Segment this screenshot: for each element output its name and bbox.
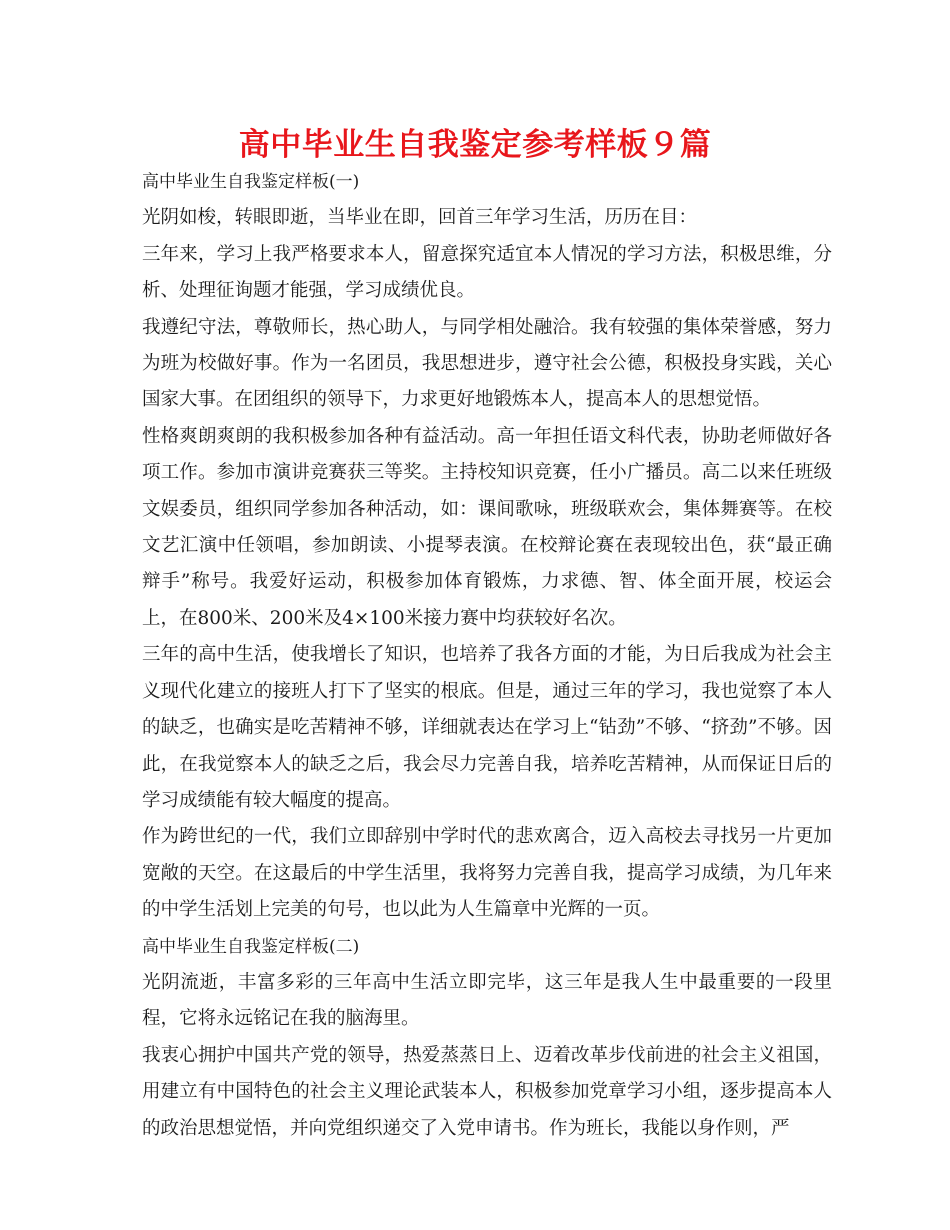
section-heading-2: 高中毕业生自我鉴定样板(二) (142, 936, 360, 957)
paragraph: 三年的高中生活，使我增长了知识，也培养了我各方面的才能，为日后我成为社会主义现代化建立的接班人打下了坚实的根底。但是，通过三年的学习，我也觉察了本人的缺乏，也确实是吃苦精神不够，详细就表达在学习上“钻劲”不够、“挤劲”不够。因此，在我觉察本人的缺乏之后，我会尽力完善自我，培养吃苦精神，从而保证日后的学习成绩能有较大幅度的提高。 (142, 644, 832, 811)
paragraph: 光阴流逝，丰富多彩的三年高中生活立即完毕，这三年是我人生中最重要的一段里程，它将永远铭记在我的脑海里。 (142, 971, 832, 1030)
paragraph: 作为跨世纪的一代，我们立即辞别中学时代的悲欢离合，迈入高校去寻找另一片更加宽敞的天空。在这最后的中学生活里，我将努力完善自我，提高学习成绩，为几年来的中学生活划上完美的句号，也以此为人生篇章中光辉的一页。 (142, 826, 832, 921)
paragraph: 光阴如梭，转眼即逝，当毕业在即，回首三年学习生活，历历在目： (142, 207, 698, 229)
document-title: 高中毕业生自我鉴定参考样板９篇 (238, 127, 712, 163)
paragraph: 性格爽朗爽朗的我积极参加各种有益活动。高一年担任语文科代表，协助老师做好各项工作。参加市演讲竞赛获三等奖。主持校知识竞赛，任小广播员。高二以来任班级文娱委员，组织同学参加各种活动，如：课间歌咏，班级联欢会，集体舞赛等。在校文艺汇演中任领唱，参加朗读、小提琴表演。在校辩论赛在表现较出色，获“最正确辩手”称号。我爱好运动，积极参加体育锻炼，力求德、智、体全面开展，校运会上，在800米、200米及4×100米接力赛中均获较好名次。 (142, 425, 832, 629)
paragraph: 我衷心拥护中国共产党的领导，热爱蒸蒸日上、迈着改革步伐前进的社会主义祖国，用建立有中国特色的社会主义理论武装本人，积极参加党章学习小组，逐步提高本人的政治思想觉悟，并向党组织递交了入党申请书。作为班长，我能以身作则，严 (142, 1044, 832, 1139)
document-body (142, 164, 832, 1147)
section-heading-1: 高中毕业生自我鉴定样板(一) (142, 172, 360, 192)
paragraph: 三年来，学习上我严格要求本人，留意探究适宜本人情况的学习方法，积极思维，分析、处理征询题才能强，学习成绩优良。 (142, 243, 832, 302)
paragraph: 我遵纪守法，尊敬师长，热心助人，与同学相处融洽。我有较强的集体荣誉感，努力为班为校做好事。作为一名团员，我思想进步，遵守社会公德，积极投身实践，关心国家大事。在团组织的领导下，力求更好地锻炼本人，提高本人的思想觉悟。 (142, 316, 832, 411)
